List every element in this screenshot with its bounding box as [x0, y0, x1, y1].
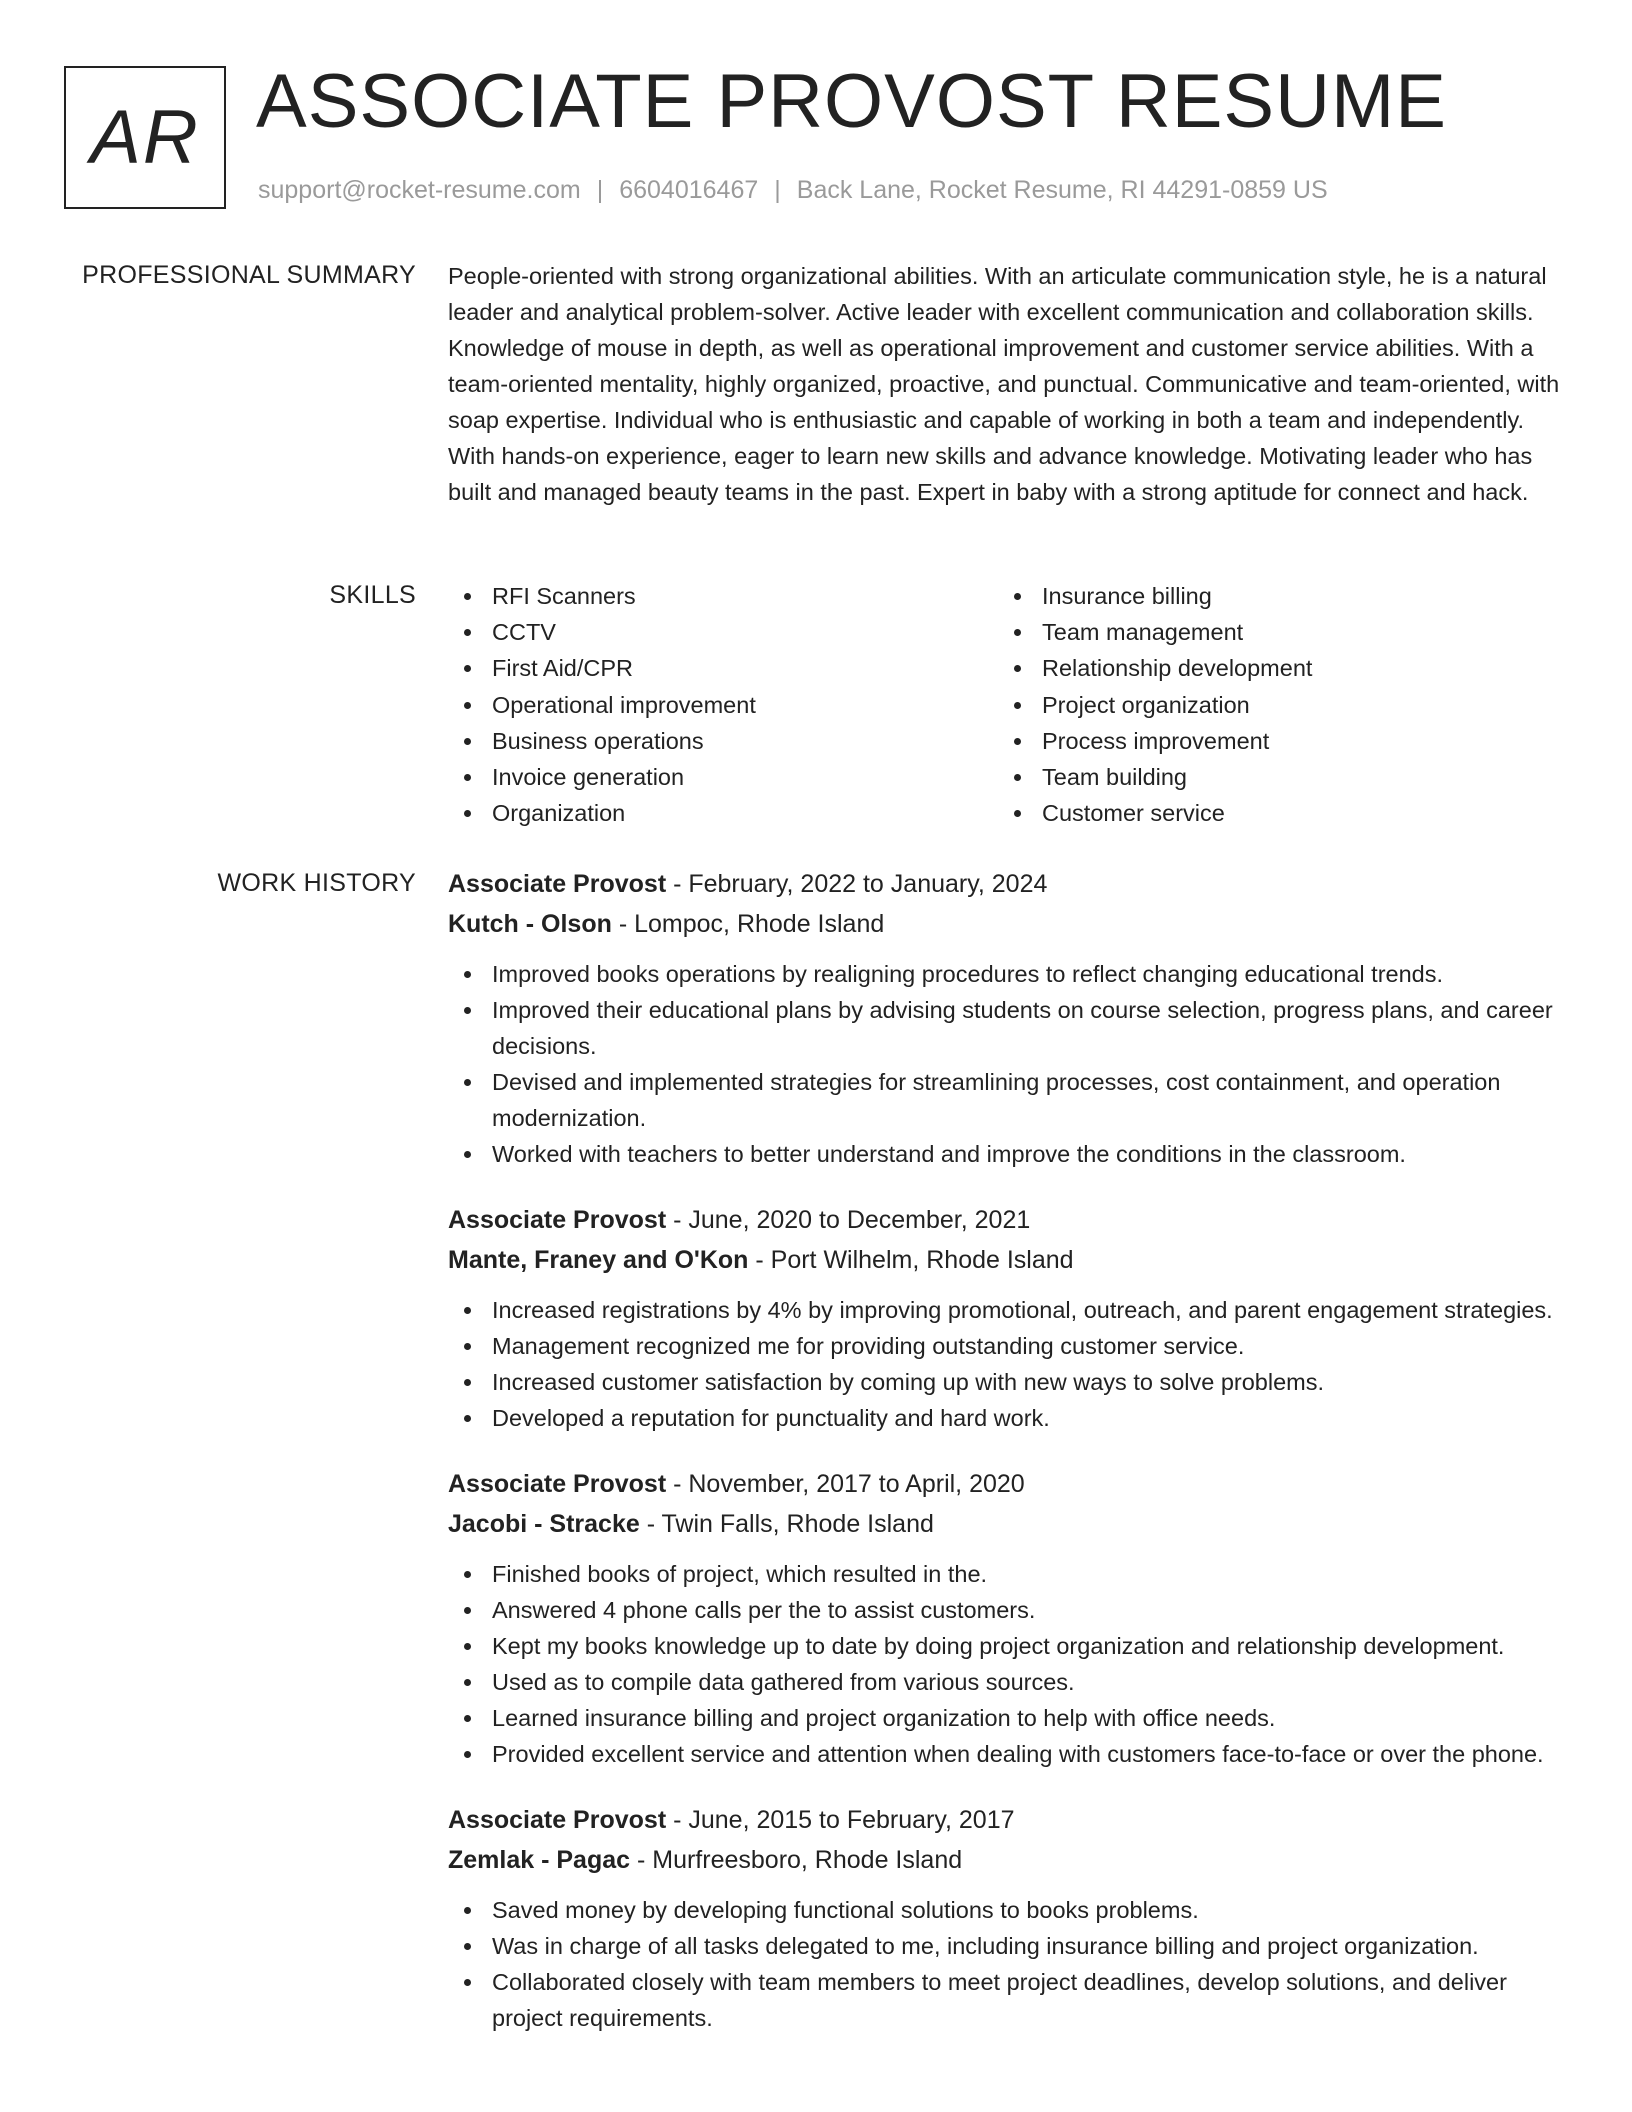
contact-email[interactable]: support@rocket-resume.com: [258, 176, 581, 204]
job-bullet: Improved books operations by realigning procedures to reflect changing educational trends.: [448, 956, 1568, 992]
skill-item: Organization: [448, 795, 998, 831]
job-company-line: [448, 1240, 1568, 1280]
job-location: - Port Wilhelm, Rhode Island: [748, 1246, 1074, 1274]
job-location: - Twin Falls, Rhode Island: [639, 1510, 934, 1538]
job-title-line: [448, 864, 1568, 904]
skills-column-right: [998, 578, 1548, 831]
work-history-list: [448, 864, 1568, 2064]
job-dates: - November, 2017 to April, 2020: [666, 1470, 1025, 1498]
skill-item: CCTV: [448, 614, 998, 650]
skill-item: Operational improvement: [448, 687, 998, 723]
job-bullet: Answered 4 phone calls per the to assist customers.: [448, 1592, 1568, 1628]
job-title: Associate Provost: [448, 1470, 667, 1498]
skill-item: Insurance billing: [998, 578, 1548, 614]
skill-item: First Aid/CPR: [448, 650, 998, 686]
job-title: Associate Provost: [448, 870, 667, 898]
job-title: Associate Provost: [448, 1206, 667, 1234]
skills-column-left: [448, 578, 998, 831]
job-bullet: Devised and implemented strategies for streamlining processes, cost containment, and operation modernization.: [448, 1064, 1568, 1136]
job-company: Zemlak - Pagac: [448, 1846, 631, 1874]
job-bullet: Saved money by developing functional solutions to books problems.: [448, 1892, 1568, 1928]
job-bullet: Used as to compile data gathered from various sources.: [448, 1664, 1568, 1700]
job-company-line: [448, 904, 1568, 944]
job-bullet: Improved their educational plans by advising students on course selection, progress plans, and career decisions.: [448, 992, 1568, 1064]
contact-separator: |: [596, 176, 604, 204]
skill-item: RFI Scanners: [448, 578, 998, 614]
page-title: ASSOCIATE PROVOST RESUME: [256, 59, 1447, 144]
job-company-line: [448, 1504, 1568, 1544]
job-company: Mante, Franey and O'Kon: [448, 1246, 749, 1274]
job-bullet: Increased customer satisfaction by coming up with new ways to solve problems.: [448, 1364, 1568, 1400]
skill-item: Process improvement: [998, 723, 1548, 759]
job-company: Kutch - Olson: [448, 910, 612, 938]
job-company-line: [448, 1840, 1568, 1880]
monogram-initials: AR: [90, 95, 200, 180]
skill-item: Team building: [998, 759, 1548, 795]
job-dates: - June, 2020 to December, 2021: [666, 1206, 1031, 1234]
job-dates: - June, 2015 to February, 2017: [666, 1806, 1015, 1834]
section-heading-work-history: WORK HISTORY: [217, 869, 416, 897]
job-company: Jacobi - Stracke: [448, 1510, 640, 1538]
job-bullet: Kept my books knowledge up to date by doing project organization and relationship development.: [448, 1628, 1568, 1664]
skill-item: Project organization: [998, 687, 1548, 723]
job-title: Associate Provost: [448, 1806, 667, 1834]
job-entry: [448, 1200, 1568, 1436]
monogram-badge: [64, 66, 226, 209]
job-entry: [448, 864, 1568, 1172]
job-title-line: [448, 1200, 1568, 1240]
job-title-line: [448, 1464, 1568, 1504]
job-bullet: Increased registrations by 4% by improving promotional, outreach, and parent engagement strategies.: [448, 1292, 1568, 1328]
skill-item: Relationship development: [998, 650, 1548, 686]
job-bullet-list: [448, 1892, 1568, 2036]
job-bullet: Collaborated closely with team members to meet project deadlines, develop solutions, and deliver project requirements.: [448, 1964, 1568, 2036]
contact-phone[interactable]: 6604016467: [619, 176, 759, 204]
skill-item: Team management: [998, 614, 1548, 650]
job-bullet: Provided excellent service and attention when dealing with customers face-to-face or over the phone.: [448, 1736, 1568, 1772]
contact-address: Back Lane, Rocket Resume, RI 44291-0859 US: [796, 176, 1328, 204]
job-bullet: Worked with teachers to better understand and improve the conditions in the classroom.: [448, 1136, 1568, 1172]
summary-text: People-oriented with strong organizational abilities. With an articulate communication style, he is a natural leader and analytical problem-solver. Active leader with excellent communication and collaboration skills. Knowledge of mouse in depth, as well as operational improvement and customer service abilities. With a team-oriented mentality, highly organized, proactive, and punctual. Communicative and team-oriented, with soap expertise. Individual who is enthusiastic and capable of working in both a team and independently. With hands-on experience, eager to learn new skills and advance knowledge. Motivating leader who has built and managed beauty teams in the past. Expert in baby with a strong aptitude for connect and hack.: [448, 263, 1560, 505]
skills-list: [448, 578, 1568, 831]
job-bullet: Learned insurance billing and project organization to help with office needs.: [448, 1700, 1568, 1736]
job-bullet: Finished books of project, which resulted in the.: [448, 1556, 1568, 1592]
job-entry: [448, 1464, 1568, 1772]
skill-item: Invoice generation: [448, 759, 998, 795]
skill-item: Customer service: [998, 795, 1548, 831]
skill-item: Business operations: [448, 723, 998, 759]
job-location: - Lompoc, Rhode Island: [611, 910, 885, 938]
job-location: - Murfreesboro, Rhode Island: [630, 1846, 963, 1874]
job-title-line: [448, 1800, 1568, 1840]
contact-separator: |: [774, 176, 781, 204]
contact-info: [258, 176, 1328, 205]
job-bullet-list: [448, 1292, 1568, 1436]
job-bullet-list: [448, 956, 1568, 1172]
job-dates: - February, 2022 to January, 2024: [666, 870, 1048, 898]
job-bullet: Developed a reputation for punctuality and hard work.: [448, 1400, 1568, 1436]
job-bullet: Management recognized me for providing outstanding customer service.: [448, 1328, 1568, 1364]
job-entry: [448, 1800, 1568, 2036]
job-bullet: Was in charge of all tasks delegated to me, including insurance billing and project organization.: [448, 1928, 1568, 1964]
section-heading-skills: SKILLS: [329, 581, 416, 609]
section-heading-summary: PROFESSIONAL SUMMARY: [82, 261, 416, 289]
job-bullet-list: [448, 1556, 1568, 1772]
